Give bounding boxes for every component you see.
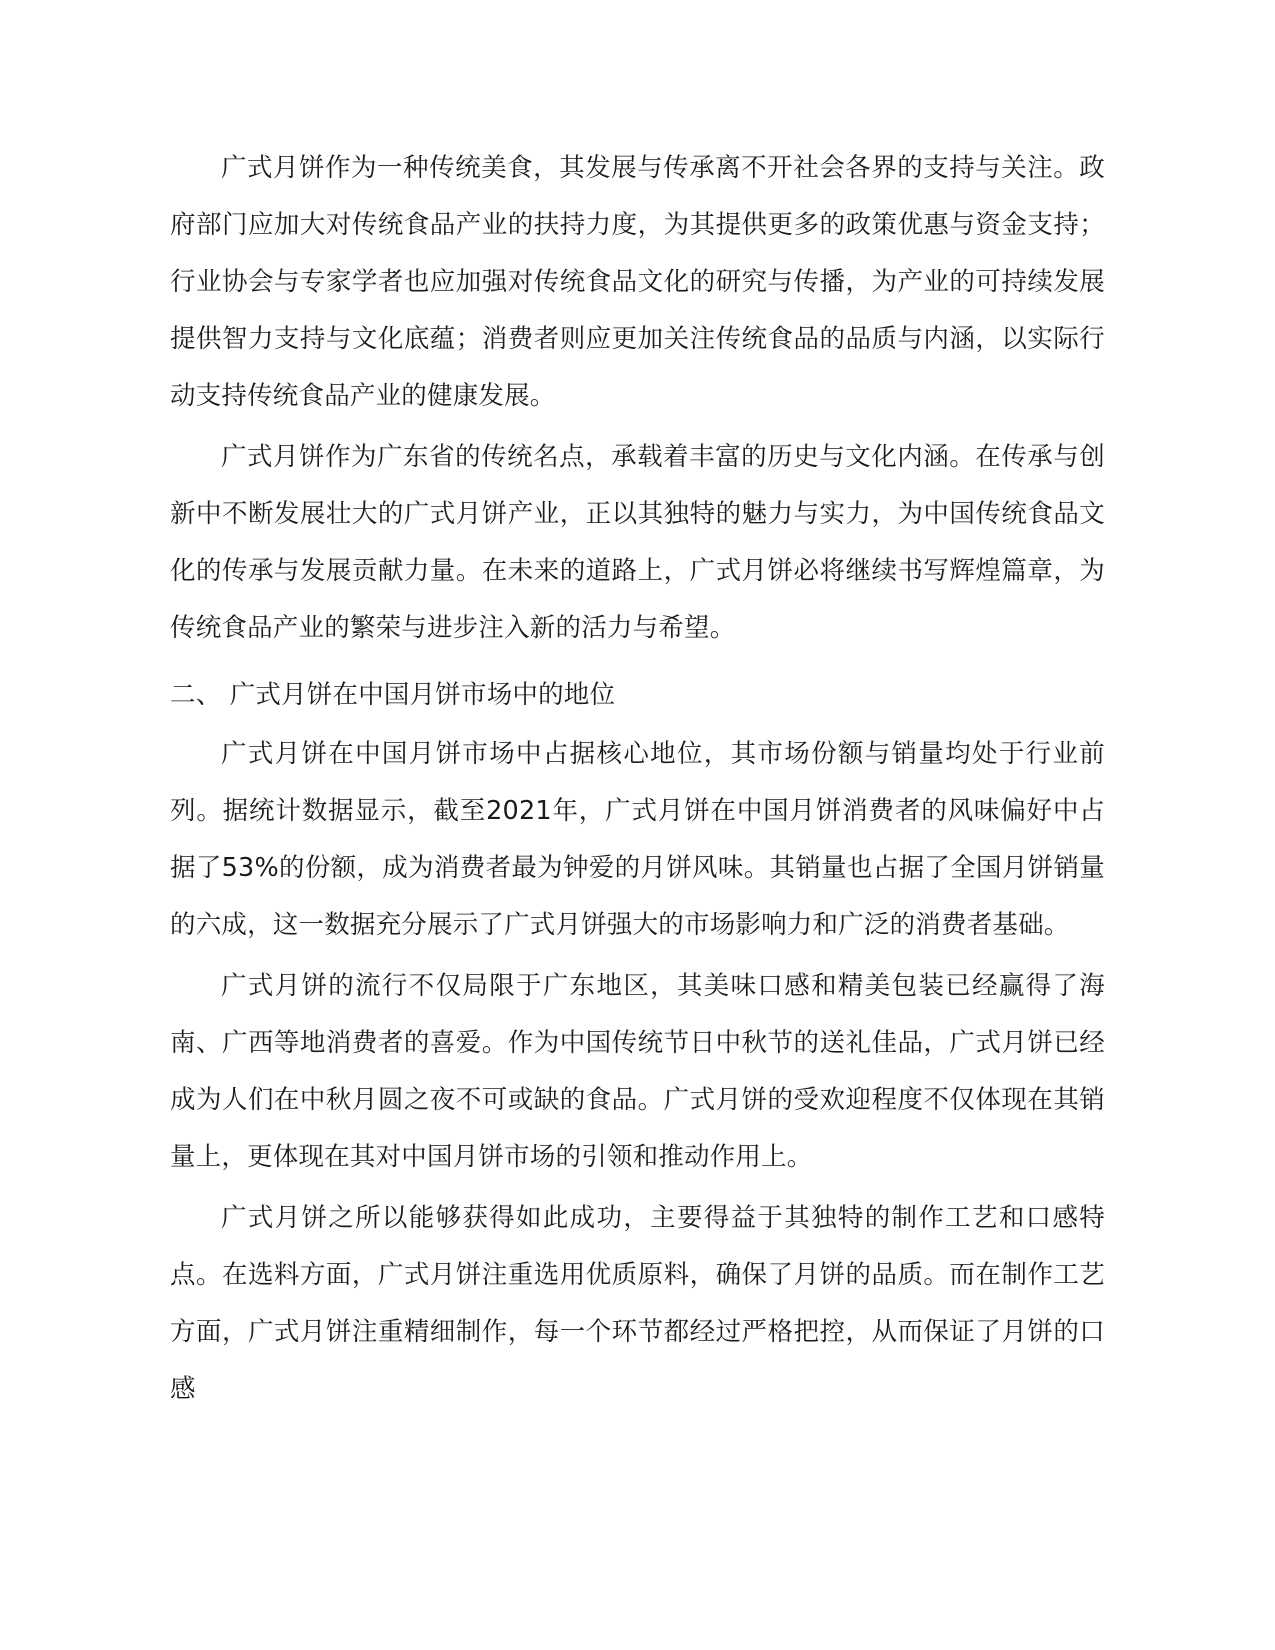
paragraph-4: 广式月饼的流行不仅局限于广东地区，其美味口感和精美包装已经赢得了海南、广西等地消费者的喜爱。作为中国传统节日中秋节的送礼佳品，广式月饼已经成为人们在中秋月圆之夜不可或缺的食品。广式月饼的受欢迎程度不仅体现在其销量上，更体现在其对中国月饼市场的引领和推动作用上。 [170, 971, 1105, 1172]
paragraph-3: 广式月饼在中国月饼市场中占据核心地位，其市场份额与销量均处于行业前列。据统计数据显示，截至2021年，广式月饼在中国月饼消费者的风味偏好中占据了53%的份额，成为消费者最为钟爱的月饼风味。其销量也占据了全国月饼销量的六成，这一数据充分展示了广式月饼强大的市场影响力和广泛的消费者基础。 [170, 739, 1105, 940]
paragraph-2: 广式月饼作为广东省的传统名点，承载着丰富的历史与文化内涵。在传承与创新中不断发展壮大的广式月饼产业，正以其独特的魅力与实力，为中国传统食品文化的传承与发展贡献力量。在未来的道路上，广式月饼必将继续书写辉煌篇章，为传统食品产业的繁荣与进步注入新的活力与希望。 [170, 442, 1105, 643]
paragraph-1: 广式月饼作为一种传统美食，其发展与传承离不开社会各界的支持与关注。政府部门应加大对传统食品产业的扶持力度，为其提供更多的政策优惠与资金支持；行业协会与专家学者也应加强对传统食品文化的研究与传播，为产业的可持续发展提供智力支持与文化底蕴；消费者则应更加关注传统食品的品质与内涵，以实际行动支持传统食品产业的健康发展。 [170, 153, 1105, 411]
paragraph-5: 广式月饼之所以能够获得如此成功，主要得益于其独特的制作工艺和口感特点。在选料方面，广式月饼注重选用优质原料，确保了月饼的品质。而在制作工艺方面，广式月饼注重精细制作，每一个环节都经过严格把控，从而保证了月饼的口感 [170, 1203, 1105, 1404]
document-body [170, 140, 1105, 1418]
section-heading-2: 二、 广式月饼在中国月饼市场中的地位 [170, 680, 616, 710]
